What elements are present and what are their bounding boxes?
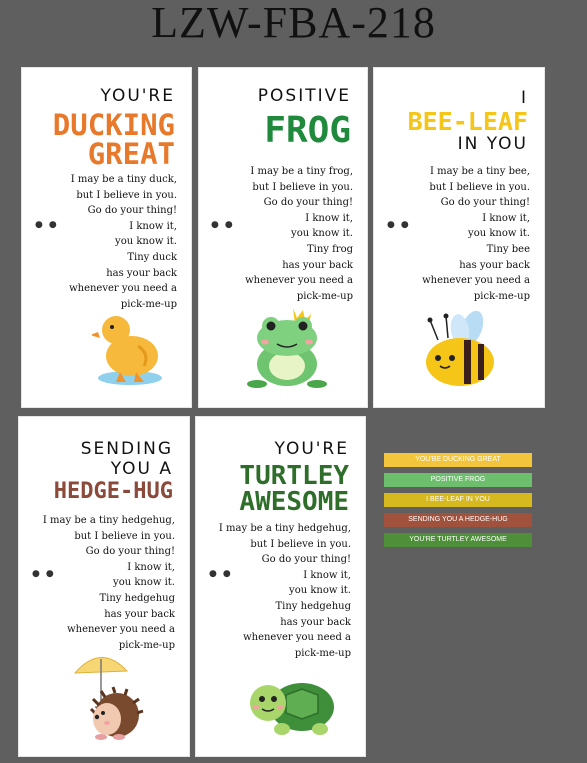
poem-line: you know it. — [115, 236, 177, 248]
punch-dots: ●● — [387, 220, 415, 230]
poem-line: Go do your thing! — [440, 197, 530, 209]
poem-line: Go do your thing! — [85, 546, 175, 558]
poem-line: whenever you need a — [422, 275, 530, 287]
poem-line: Tiny bee — [486, 243, 530, 255]
heading-line: GREAT — [87, 137, 175, 171]
poem-line: Go do your thing! — [261, 554, 351, 566]
heading-line: FROG — [264, 110, 351, 151]
heading-line: YOU A — [110, 459, 173, 479]
poem-line: I may be a tiny hedgehug, — [42, 515, 175, 526]
heading-line: YOU'RE — [100, 86, 175, 106]
card-duck — [21, 67, 192, 408]
poem-line: whenever you need a — [69, 283, 177, 295]
card-heading — [239, 441, 349, 515]
duck-illustration — [92, 310, 164, 388]
poem-line: whenever you need a — [243, 632, 351, 644]
poem-line: has your back — [106, 267, 177, 279]
heading-line: SENDING — [80, 439, 173, 459]
heading-line: HEDGE-HUG — [53, 479, 173, 504]
bee-illustration — [420, 306, 504, 390]
heading-line: DUCKING — [52, 108, 175, 142]
poem-line: I know it, — [127, 561, 175, 573]
poem-line: you know it. — [113, 577, 175, 589]
poem-line: I may be a tiny bee, — [430, 166, 530, 177]
poem-line: but I believe in you. — [252, 181, 353, 193]
legend-label: I BEE-LEAF IN YOU — [426, 496, 490, 503]
poem-line: Go do your thing! — [263, 197, 353, 209]
hedgehog-with-umbrella-illustration — [71, 649, 151, 741]
poem-line: Tiny frog — [306, 243, 353, 255]
legend-swatch-turtle — [384, 533, 532, 547]
poem-line: Tiny hedgehug — [99, 592, 175, 604]
poem-line: whenever you need a — [245, 275, 353, 287]
poem-line: I may be a tiny duck, — [70, 174, 177, 185]
card-heading — [408, 90, 528, 153]
poem-line: Go do your thing! — [87, 205, 177, 217]
poem-line: I know it, — [303, 569, 351, 581]
card-heading — [53, 88, 175, 169]
poem-line: pick-me-up — [294, 647, 351, 659]
poem-text — [422, 164, 530, 304]
card-frog — [198, 67, 368, 408]
poem-line: has your back — [459, 259, 530, 271]
poem-line: I know it, — [482, 212, 530, 224]
poem-line: you know it. — [291, 228, 353, 240]
poem-line: I know it, — [129, 220, 177, 232]
poem-text — [245, 164, 353, 304]
poem-line: whenever you need a — [67, 624, 175, 636]
poem-line: I know it, — [305, 212, 353, 224]
poem-text — [69, 172, 177, 312]
heading-line: TURTLEY — [239, 461, 349, 491]
frog-with-crown-illustration — [245, 304, 331, 390]
legend-swatch-bee — [384, 493, 532, 507]
card-heading — [54, 441, 173, 503]
legend-label: POSITIVE FROG — [430, 476, 486, 483]
heading-line: POSITIVE — [257, 86, 351, 106]
poem-line: I may be a tiny frog, — [250, 166, 353, 177]
card-turtle — [195, 416, 366, 757]
heading-line: AWESOME — [239, 487, 349, 517]
card-bee — [373, 67, 545, 408]
legend-label: YOU'RE TURTLEY AWESOME — [409, 536, 507, 543]
poem-line: pick-me-up — [296, 290, 353, 302]
heading-line: YOU'RE — [274, 439, 349, 459]
legend-label: YOU'BE DUCKING GREAT — [415, 456, 501, 463]
punch-dots: ●● — [209, 569, 237, 579]
poem-line: but I believe in you. — [74, 530, 175, 542]
poem-line: pick-me-up — [473, 290, 530, 302]
poem-line: but I believe in you. — [76, 189, 177, 201]
legend-swatch-duck — [384, 453, 532, 467]
poem-line: pick-me-up — [118, 639, 175, 651]
poem-line: has your back — [280, 616, 351, 628]
punch-dots: ●● — [32, 569, 60, 579]
poem-text — [219, 521, 351, 661]
heading-line: I — [520, 88, 528, 108]
punch-dots: ●● — [211, 220, 239, 230]
heading-line: IN YOU — [457, 134, 528, 154]
poem-line: pick-me-up — [120, 298, 177, 310]
legend-label: SENDING YOU A HEDGE-HUG — [408, 516, 508, 523]
card-hedgehog — [18, 416, 190, 757]
poem-line: I may be a tiny hedgehug, — [218, 523, 351, 534]
sheet-title: LZW-FBA-218 — [151, 0, 436, 47]
card-heading — [258, 88, 351, 149]
poem-line: you know it. — [289, 585, 351, 597]
poem-line: but I believe in you. — [429, 181, 530, 193]
poem-text — [43, 513, 175, 653]
punch-dots: ●● — [35, 220, 63, 230]
legend-swatch-frog — [384, 473, 532, 487]
poem-line: has your back — [104, 608, 175, 620]
poem-line: but I believe in you. — [250, 538, 351, 550]
poem-line: Tiny duck — [127, 251, 177, 263]
poem-line: you know it. — [468, 228, 530, 240]
poem-line: has your back — [282, 259, 353, 271]
legend-swatch-hedgehog — [384, 513, 532, 527]
heading-line: BEE-LEAF — [407, 107, 528, 136]
poem-line: Tiny hedgehug — [275, 600, 351, 612]
turtle-illustration — [246, 673, 338, 739]
